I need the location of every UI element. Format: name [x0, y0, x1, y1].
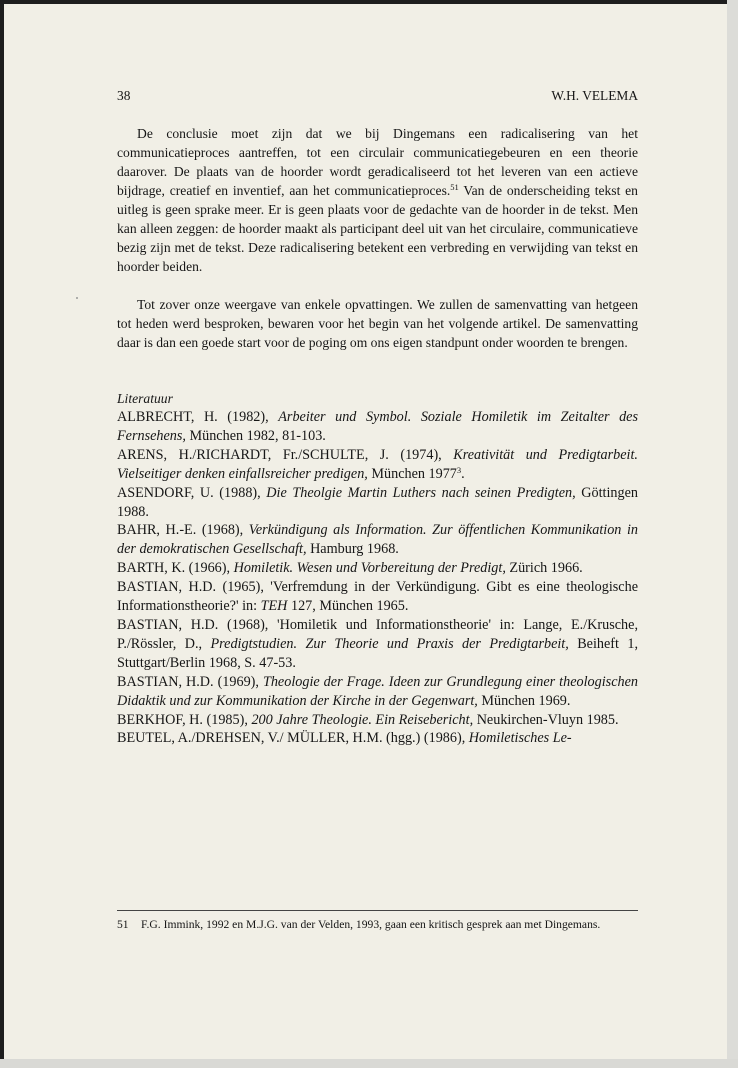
reference-entry [117, 559, 638, 578]
reference-entry [117, 484, 638, 522]
footnote-rule [117, 910, 638, 911]
scan-edge-bottom [0, 1059, 738, 1068]
reference-details: Göttingen 1988. [117, 484, 638, 520]
running-header [117, 86, 638, 105]
reference-author: BASTIAN, H.D. (1965), 'Verfremdung in der Verkündigung. Gibt es eine theologische Informationstheorie?' in: [117, 579, 638, 615]
running-head-author: W.H. VELEMA [551, 88, 638, 103]
reference-author: BEUTEL, A./DREHSEN, V./ MÜLLER, H.M. (hgg.) (1986), [117, 730, 469, 747]
paragraph-text: De conclusie moet zijn dat we bij Dingemans een radicalisering van het communicatieproces aantreffen, tot een circulair communicatiegebeuren en een theorie daarover. De plaats van de hoorder wordt geradicaliseerd tot het leveren van een actieve bijdrage, creatief en inventief, aan het communicatieproces. [117, 126, 638, 198]
scan-speck [76, 297, 78, 299]
reference-list [117, 408, 638, 748]
reference-title: Homiletisches Le- [468, 730, 572, 747]
reference-title: Kreativität und Predigtarbeit. Vielseitiger denken einfallsreicher predigen, [117, 446, 638, 482]
reference-entry [117, 729, 638, 748]
reference-entry [117, 408, 638, 446]
reference-title: 200 Jahre Theologie. Ein Reisebericht, [251, 711, 474, 728]
reference-title: Verkündigung als Information. Zur öffentlichen Kommunikation in der demokratischen Gesellschaft, [117, 522, 638, 558]
reference-entry [117, 578, 638, 616]
reference-author: ALBRECHT, H. (1982), [117, 409, 279, 425]
reference-details: 127, München 1965. [287, 598, 409, 615]
paragraph-text: Van de onderscheiding tekst en uitleg is geen sprake meer. Er is geen plaats voor de gedachte van de hoorder in de tekst. Men kan alleen zeggen: de hoorder maakt als participant deel uit van het circulaire, communicatieve bezig zijn met de tekst. Deze radicalisering betekent een verbreding en verwijding van tekst en hoorder beiden. [117, 183, 638, 274]
paragraph-conclusion [117, 124, 638, 276]
reference-author: ARENS, H./RICHARDT, Fr./SCHULTE, J. (1974), [117, 446, 454, 463]
reference-details: Zürich 1966. [505, 560, 583, 577]
footnote [117, 918, 638, 932]
reference-title: Die Theolgie Martin Luthers nach seinen Predigten, [266, 484, 576, 501]
reference-author: ASENDORF, U. (1988), [117, 484, 267, 501]
reference-entry [117, 521, 638, 559]
reference-details: München 1982, 81-103. [185, 427, 326, 444]
reference-details: München 1977 [367, 465, 457, 482]
reference-details: Neukirchen-Vluyn 1985. [473, 711, 619, 728]
footnote-text: F.G. Immink, 1992 en M.J.G. van der Velden, 1993, gaan een kritisch gesprek aan met Dingemans. [141, 918, 601, 931]
reference-author: BASTIAN, H.D. (1969), [117, 673, 263, 690]
reference-tail: . [461, 465, 465, 482]
reference-details: München 1969. [477, 692, 571, 709]
footnote-number: 51 [117, 918, 129, 931]
reference-author: BASTIAN, H.D. (1968), 'Homiletik und Informationstheorie' in: Lange, E./Krusche, P./Rössler, D., [117, 616, 638, 652]
reference-entry [117, 673, 638, 711]
reference-author: BAHR, H.-E. (1968), [117, 522, 249, 539]
reference-title: Predigtstudien. Zur Theorie und Praxis der Predigtarbeit, [210, 635, 569, 652]
footnote-area [117, 910, 638, 932]
footnote-ref: 51 [450, 182, 459, 192]
edition-superscript: 3 [456, 464, 462, 475]
paragraph-summary: Tot zover onze weergave van enkele opvattingen. We zullen de samenvatting van hetgeen tot heden werd besproken, bewaren voor het begin van het volgende artikel. De samenvatting daar is dan een goede start voor de poging om ons eigen standpunt onder woorden te brengen. [117, 297, 638, 350]
reference-entry [117, 711, 638, 730]
reference-title: Theologie der Frage. Ideen zur Grundlegung einer theologischen Didaktik und zur Kommunikation der Kirche in der Gegenwart, [117, 673, 638, 709]
reference-details: Beiheft 1, Stuttgart/Berlin 1968, S. 47-53. [117, 635, 639, 671]
page-content [117, 86, 638, 748]
scan-edge-right [727, 0, 738, 1068]
reference-title: Arbeiter und Symbol. Soziale Homiletik im Zeitalter des Fernsehens, [117, 409, 638, 444]
reference-details: Hamburg 1968. [306, 541, 399, 558]
reference-entry [117, 616, 638, 673]
reference-title: Homiletik. Wesen und Vorbereitung der Predigt, [233, 560, 506, 577]
reference-author: BARTH, K. (1966), [117, 560, 234, 577]
reference-title: TEH [260, 598, 288, 615]
reference-entry [117, 446, 638, 484]
literature-heading: Literatuur [117, 391, 173, 406]
page-number: 38 [117, 88, 131, 103]
reference-author: BERKHOF, H. (1985), [117, 711, 252, 728]
